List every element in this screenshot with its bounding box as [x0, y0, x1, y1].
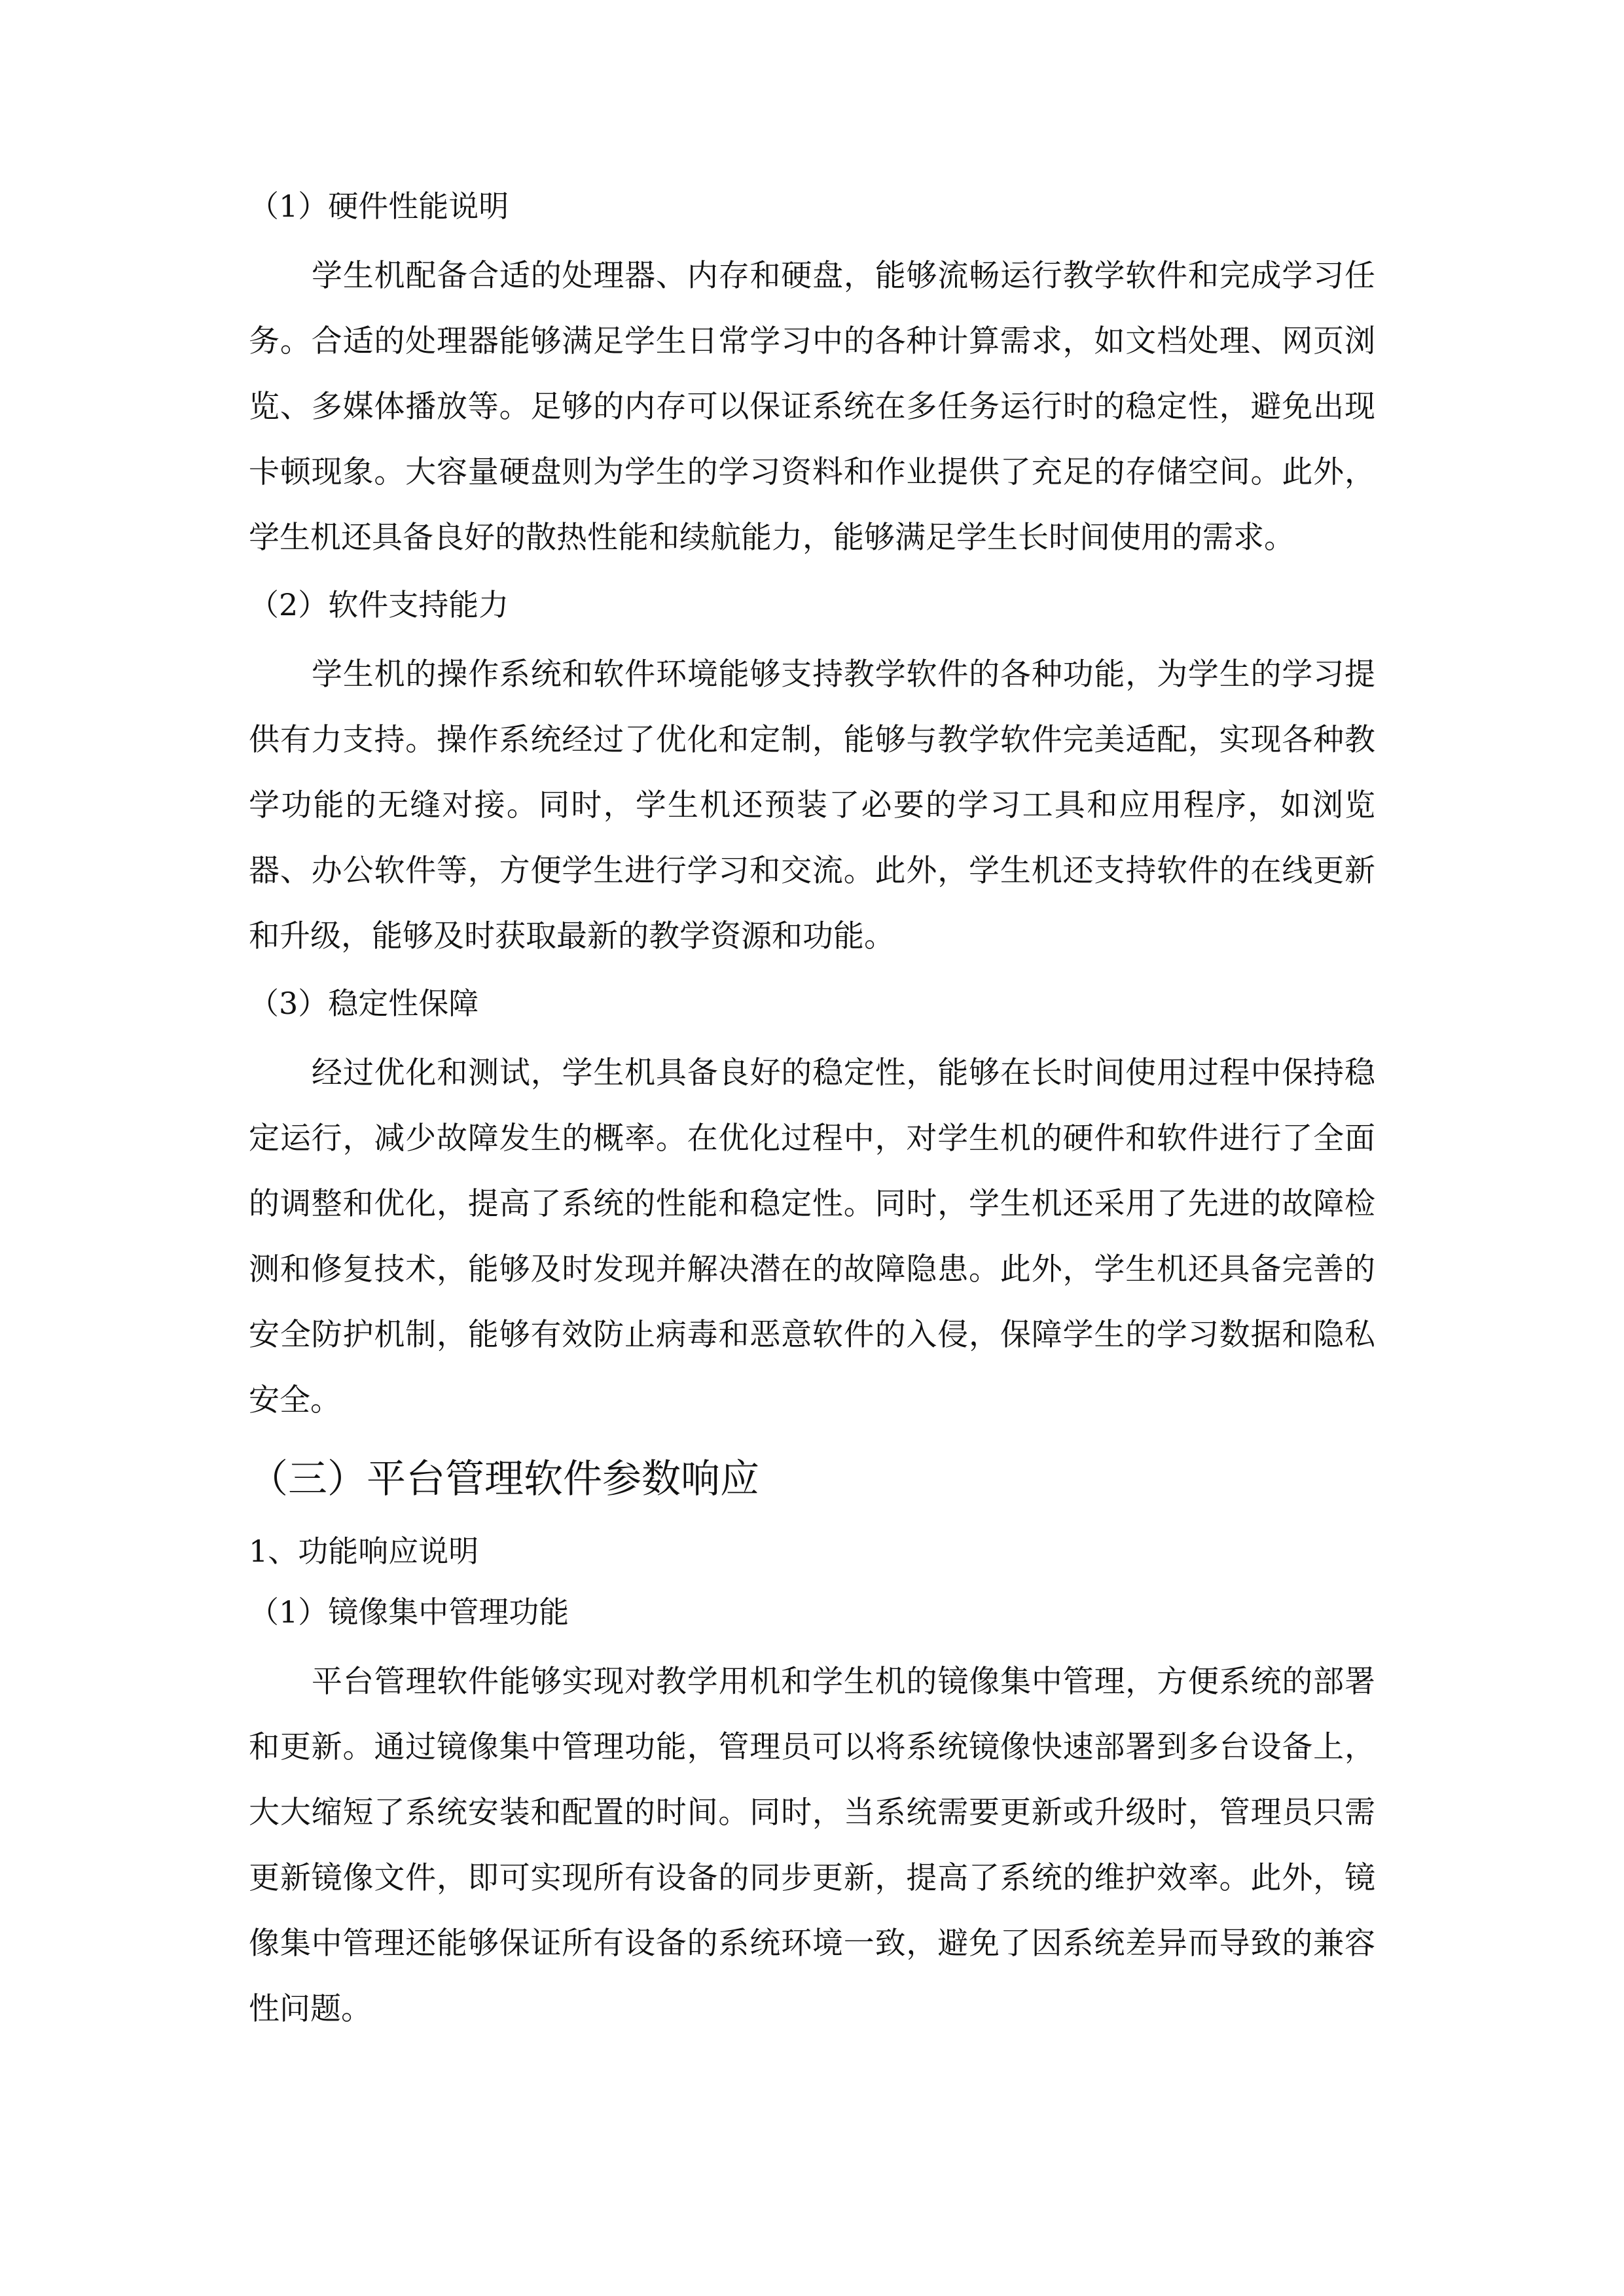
paragraph-hardware: 学生机配备合适的处理器、内存和硬盘，能够流畅运行教学软件和完成学习任务。合适的处理器能够满足学生日常学习中的各种计算需求，如文档处理、网页浏览、多媒体播放等。足够的内存可以保证系统在多任务运行时的稳定性，避免出现卡顿现象。大容量硬盘则为学生的学习资料和作业提供了充足的存储空间。此外，学生机还具备良好的散热性能和续航能力，能够满足学生长时间使用的需求。: [249, 258, 1375, 556]
paragraph-software: 学生机的操作系统和软件环境能够支持教学软件的各种功能，为学生的学习提供有力支持。操作系统经过了优化和定制，能够与教学软件完美适配，实现各种教学功能的无缝对接。同时，学生机还预装了必要的学习工具和应用程序，如浏览器、办公软件等，方便学生进行学习和交流。此外，学生机还支持软件的在线更新和升级，能够及时获取最新的教学资源和功能。: [249, 656, 1375, 954]
subsection-title-software: （2）软件支持能力: [249, 587, 509, 622]
paragraph-stability: 经过优化和测试，学生机具备良好的稳定性，能够在长时间使用过程中保持稳定运行，减少故障发生的概率。在优化过程中，对学生机的硬件和软件进行了全面的调整和优化，提高了系统的性能和稳定性。同时，学生机还采用了先进的故障检测和修复技术，能够及时发现并解决潜在的故障隐患。此外，学生机还具备完善的安全防护机制，能够有效防止病毒和恶意软件的入侵，保障学生的学习数据和隐私安全。: [249, 1055, 1375, 1418]
numbered-heading: 1、功能响应说明: [249, 1534, 479, 1569]
subsection-title-hardware: （1）硬件性能说明: [249, 188, 509, 224]
subsection-title-image-management: （1）镜像集中管理功能: [249, 1594, 569, 1630]
section-heading: （三）平台管理软件参数响应: [249, 1456, 759, 1502]
subsection-title-stability: （3）稳定性保障: [249, 986, 479, 1021]
paragraph-image-management: 平台管理软件能够实现对教学用机和学生机的镜像集中管理，方便系统的部署和更新。通过镜像集中管理功能，管理员可以将系统镜像快速部署到多台设备上，大大缩短了系统安装和配置的时间。同时，当系统需要更新或升级时，管理员只需更新镜像文件，即可实现所有设备的同步更新，提高了系统的维护效率。此外，镜像集中管理还能够保证所有设备的系统环境一致，避免了因系统差异而导致的兼容性问题。: [249, 1664, 1375, 2027]
